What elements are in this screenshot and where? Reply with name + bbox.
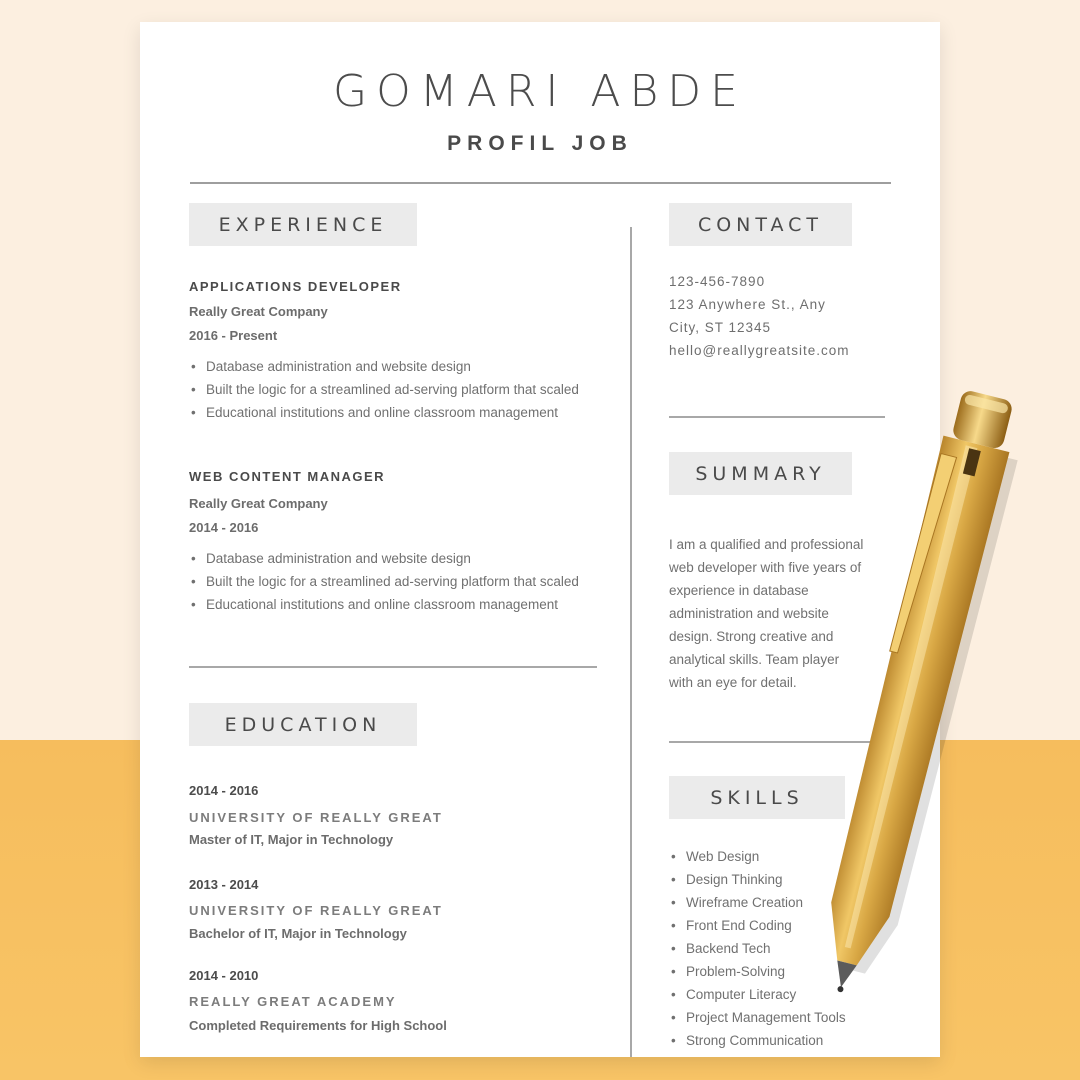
- education-heading: EDUCATION: [189, 703, 417, 746]
- job-years: 2016 - Present: [189, 328, 278, 343]
- contact-heading: CONTACT: [669, 203, 852, 246]
- education-degree: Completed Requirements for High School: [189, 1018, 447, 1033]
- list-item: • Strong Communication: [669, 1032, 846, 1055]
- summary-line: web developer with five years of: [669, 560, 862, 575]
- list-item: • Design Thinking: [669, 871, 846, 894]
- list-item: • Built the logic for a streamlined ad-serving platform that scaled: [189, 573, 579, 596]
- list-item: • Educational institutions and online classroom management: [189, 596, 579, 619]
- job-years: 2014 - 2016: [189, 520, 259, 535]
- education-school: UNIVERSITY OF REALLY GREAT: [189, 903, 443, 918]
- contact-address-line-2: City, ST 12345: [669, 320, 772, 335]
- education-years: 2014 - 2016: [189, 783, 259, 798]
- education-degree: Bachelor of IT, Major in Technology: [189, 926, 407, 941]
- list-item: • Wireframe Creation: [669, 894, 846, 917]
- job-title: APPLICATIONS DEVELOPER: [189, 279, 402, 294]
- list-item: • Computer Literacy: [669, 986, 846, 1009]
- list-item: • Web Design: [669, 848, 846, 871]
- contact-address-line-1: 123 Anywhere St., Any: [669, 297, 826, 312]
- list-item: • Educational institutions and online classroom management: [189, 404, 579, 427]
- skills-heading: SKILLS: [669, 776, 845, 819]
- resume-name: GOMARI ABDE: [333, 66, 747, 117]
- list-item: • Built the logic for a streamlined ad-serving platform that scaled: [189, 381, 579, 404]
- job-company: Really Great Company: [189, 304, 328, 319]
- list-item: • Database administration and website design: [189, 358, 579, 381]
- contact-phone: 123-456-7890: [669, 274, 766, 289]
- summary-line: experience in database: [669, 583, 809, 598]
- summary-line: I am a qualified and professional: [669, 537, 864, 552]
- list-item: • Backend Tech: [669, 940, 846, 963]
- education-degree: Master of IT, Major in Technology: [189, 832, 394, 847]
- experience-heading: EXPERIENCE: [189, 203, 417, 246]
- education-school: REALLY GREAT ACADEMY: [189, 994, 397, 1009]
- summary-line: design. Strong creative and: [669, 629, 834, 644]
- summary-line: analytical skills. Team player: [669, 652, 840, 667]
- summary-heading: SUMMARY: [669, 452, 852, 495]
- education-years: 2013 - 2014: [189, 877, 259, 892]
- list-item: • Database administration and website design: [189, 550, 579, 573]
- education-school: UNIVERSITY OF REALLY GREAT: [189, 810, 443, 825]
- list-item: • Project Management Tools: [669, 1009, 846, 1032]
- job-title: WEB CONTENT MANAGER: [189, 469, 386, 484]
- job-company: Really Great Company: [189, 496, 328, 511]
- education-years: 2014 - 2010: [189, 968, 259, 983]
- list-item: • Problem-Solving: [669, 963, 846, 986]
- resume-job-title: PROFIL JOB: [447, 132, 633, 155]
- summary-line: with an eye for detail.: [669, 675, 797, 690]
- summary-line: administration and website: [669, 606, 829, 621]
- contact-email: hello@reallygreatsite.com: [669, 343, 850, 358]
- list-item: • Front End Coding: [669, 917, 846, 940]
